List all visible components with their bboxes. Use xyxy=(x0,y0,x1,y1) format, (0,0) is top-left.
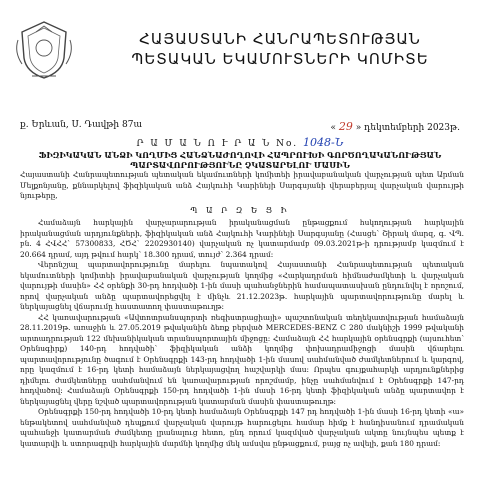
header-line-2: ՊԵՏԱԿԱՆ ԵԿԱՄՈՒՏՆԵՐԻ ԿՈՄԻՏԵ xyxy=(131,50,429,68)
body-paragraphs xyxy=(20,218,464,449)
body-paragraph: Վերոնշյալ պարտավորությունը մարելու նպատակով Հայաստանի Հանրապետության պետական եկամուտների կոմիտեի իրավաբանական վարչության կողմից «Հարկադրման հիմնաժամկետի և վարչական վարույթի մասին» ՀՀ օրենքի 30-րդ հոդվածի 1-ին մասի պահանջներին համապատասխան ընդունվել է որոշում, որով վարչական անձը պարտավորեցվել է մինչև 21.12.2023թ. հարկային պարտավորությունը մարել և ներկայացնել վճարումը հաստատող փաստաթուղթ: xyxy=(20,260,464,311)
intro-paragraph: Հայաստանի Հանրապետության պետական եկամուտների կոմիտեի իրավաբանական վարչության պետ Արման Մելքոնյանը, քննարկելով ֆիզիկական անձ Հայկուհի Կարինեյի Սարգսյանի վերաբերյալ վարչական վարույթի նյութերը, xyxy=(20,170,464,200)
order-number-handwritten: 1048-Ն xyxy=(303,136,344,149)
body-paragraph: ՀՀ կառավարության «Ավտոտրանսպորտի ռեգիստրացիայի» պաշտոնական տեղեկատվության համաձայն 28.11.2019թ. առաջին և 27.05.2019 թվականին ձեռք բերված MERCEDES-BENZ C 280 մակնիշի 1999 թվականի արտադրության 122 մեխանիկական տրանսպորտային միջոցը: Համաձայն ՀՀ հարկային օրենսգրքի (այսուհետ՝ Օրենսգիրք) 140-րդ հոդվածի՝ ֆիզիկական անձի կողմից փոխադրամիջոցի մասին վճարելու պարտավորությունը ծագում է Օրենսգրքի 143-րդ հոդվածի 1-ին մասով սահմանված ժամկետներում և կարգով, որը կազմում է 16-րդ կետի համաձայն ներկայացվող հաշվարկի մաս: Որպես գույքահարկի արդյունքներից դիմելու ժամկետները սահմանվում են կառավարության որոշմամբ, ինչը սահմանվում է Օրենսգրքի 147-րդ հոդվածով: Համաձայն Օրենսգրքի 150-րդ հոդվածի 1-ին մասի 16-րդ կետի ֆիզիկական անձը պարտավոր է ներկայացնել վերը նշված պարտավորության կատարման մասին փաստաթուղթ: xyxy=(20,312,464,406)
document-title-line-2: ՊԱՐՏԱՎՈՐՈՒԹՅՈՒՆԸ ՉԿԱՏԱՐԵԼՈՒ ՄԱՍԻՆ xyxy=(130,160,350,170)
coat-of-arms-emblem xyxy=(12,18,76,82)
date-prefix: « xyxy=(330,123,339,133)
body-paragraph: Օրենսգրքի 150-րդ հոդվածի 10-րդ կետի համաձայն Օրենսգրքի 147 րդ հոդվածի 1-ին մասի 16-րդ կետի «ա» ենթակետով սահմանված դեպքում վարչական վարույթ հարուցելու համար հիմք է հանդիսանում դրամական պահանջի կատարման ժամկետը լրանալուց հետո, ընդ որում կազմված վարչական ակտը նույնպես պետք է կատարվի և ստորագրվի հարկային մարմնի կողմից մեկ ամսվա ընթացքում, բայց ոչ ավելի, քան 180 դրամ: xyxy=(20,407,464,448)
decided-heading: Պ Ա Ր Զ Ե Ց Ի xyxy=(190,206,290,215)
address-text: ք. Երևան, Ս. Դավթի 87ա xyxy=(20,120,142,130)
header-line-1: ՀԱՅԱՍՏԱՆԻ ՀԱՆՐԱՊԵՏՈՒԹՅԱՆ xyxy=(139,30,421,48)
document-title-line-1: ՖԻԶԻԿԱԿԱՆ ԱՆՁԻ ԿՈՂՄԻՑ ՀԱՆՁՆԱԺՈՂՈՎԻ ՀԱՊՐՈՒԽԻ ԳՈՐԾՈՂԱԿԱՆՈՒԹՅԱՆ xyxy=(38,150,442,160)
address-date-row xyxy=(20,120,460,134)
date-text xyxy=(331,120,460,133)
date-day-handwritten: 29 xyxy=(338,120,353,133)
order-number-line xyxy=(0,136,480,149)
date-suffix: » դեկտեմբերի 2023թ. xyxy=(352,123,460,133)
order-label: Ր Ա Մ Ա Ն Ո Ւ Ր Ա Ն No. xyxy=(136,139,304,149)
body-paragraph: Համաձայն հարկային վարչարարության իրականացման ընթացքում հսկողության հարկային իրականացման արդյունքների, ֆիզիկական անձ Հայկուհի Կարինեյի Սարգսյանը (Հասցե՝ Շիրակ մարզ, գ. ՎՊ. բն. 4 ՀՎՀՀ` 57300833, ՀԾՀ` 2202930140) վարչական ոչ կատարմամբ 09.03.2021թ-ի դրությամբ կազմում է 20.664 դրամ, այդ թվում հարկ՝ 18.300 դրամ, տույժ՝ 2.364 դրամ: xyxy=(20,218,464,259)
